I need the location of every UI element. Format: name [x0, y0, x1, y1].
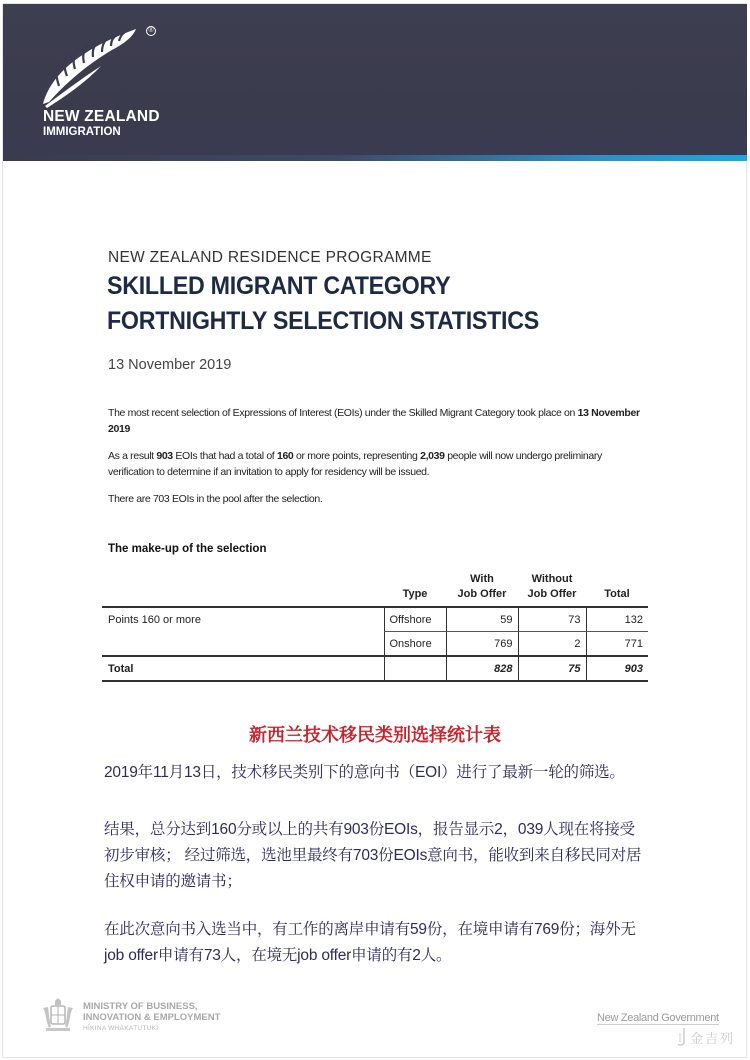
header-without-line2: Job Offer	[527, 588, 577, 600]
header-without-line1: Without	[531, 573, 573, 585]
mbie-line2: INNOVATION & EMPLOYMENT	[83, 1012, 221, 1023]
table-row	[102, 607, 648, 632]
result-text-2: EOIs that had a total of	[172, 450, 277, 462]
page-frame	[2, 3, 747, 1058]
cell-type: Onshore	[384, 632, 446, 657]
eoi-count: 903	[156, 450, 173, 462]
chinese-paragraph-2: 结果，总分达到160分或以上的共有903份EOIs，报告显示2，039人现在将接受初步审核； 经过筛选，选池里最终有703份EOIs意向书，能收到来自移民同对居住权申请的邀请书；	[104, 821, 642, 890]
cell-with: 59	[446, 607, 518, 632]
total-with: 828	[446, 656, 518, 681]
result-paragraph	[108, 448, 648, 480]
cell-without: 2	[518, 632, 586, 657]
coat-of-arms-icon	[40, 998, 76, 1034]
chinese-paragraph-3: 在此次意向书入选当中，有工作的离岸申请有59份，在境申请有769份；海外无job offer申请有73人，在境无job offer申请的有2人。	[104, 921, 636, 964]
header-blank	[102, 570, 384, 607]
chinese-title: 新西兰技术移民类别选择统计表	[249, 725, 501, 745]
cell-blank	[384, 656, 446, 681]
pool-paragraph: There are 703 EOIs in the pool after the selection.	[108, 493, 323, 505]
cell-with: 769	[446, 632, 518, 657]
mbie-line1: MINISTRY OF BUSINESS,	[83, 1001, 198, 1012]
cell-total: 771	[586, 632, 648, 657]
watermark: 金吉列	[690, 1031, 736, 1046]
logo-text-immigration: IMMIGRATION	[43, 126, 121, 138]
silver-fern-icon	[41, 24, 141, 109]
header-with-line1: With	[470, 573, 494, 585]
selection-table	[102, 570, 648, 682]
trademark-symbol: ®	[146, 26, 156, 36]
nz-government-logo: New Zealand Government	[597, 1012, 719, 1024]
document-date: 13 November 2019	[108, 357, 232, 373]
table-row	[102, 632, 648, 657]
table-title: The make-up of the selection	[108, 543, 267, 555]
table-total-row	[102, 656, 648, 681]
cell-blank	[102, 632, 384, 657]
people-count: 2,039	[420, 450, 445, 462]
intro-paragraph	[108, 405, 648, 437]
page-title-line2: FORTNIGHTLY SELECTION STATISTICS	[107, 307, 539, 335]
watermark-icon	[676, 1027, 688, 1047]
page-title-line1: SKILLED MIGRANT CATEGORY	[107, 272, 451, 300]
logo-text-new-zealand: NEW ZEALAND	[43, 108, 160, 125]
mbie-line3: HĪKINA WHAKATUTUKI	[83, 1025, 159, 1032]
cell-total: 132	[586, 607, 648, 632]
header-with-line2: Job Offer	[457, 588, 507, 600]
table-header-row	[102, 570, 648, 607]
row-group-label: Points 160 or more	[108, 613, 201, 626]
header-band	[3, 4, 747, 161]
total-without: 75	[518, 656, 586, 681]
programme-kicker: NEW ZEALAND RESIDENCE PROGRAMME	[108, 249, 432, 266]
chinese-paragraph-1: 2019年11月13日，技术移民类别下的意向书（EOI）进行了最新一轮的筛选。	[104, 764, 625, 781]
header-with-job-offer	[446, 570, 518, 607]
intro-text: The most recent selection of Expressions of Interest (EOIs) under the Skilled Migrant Category took place on	[108, 407, 578, 419]
intro-date: 13 November 2019	[108, 407, 640, 435]
total-label: Total	[108, 662, 134, 675]
cell-type: Offshore	[384, 607, 446, 632]
header-type: Type	[402, 588, 428, 600]
result-text-1: As a result	[108, 450, 157, 462]
total-total: 903	[586, 656, 648, 681]
points-threshold: 160	[276, 450, 294, 462]
header-stripe	[3, 155, 747, 161]
mbie-logo	[40, 998, 240, 1038]
result-text-3: or more points, representing	[293, 450, 421, 462]
result-text-4: people will now undergo preliminary verification to determine if an invitation to apply for residency will be issued.	[108, 450, 602, 478]
cell-without: 73	[518, 607, 586, 632]
header-total: Total	[604, 588, 630, 600]
header-without-job-offer	[518, 570, 586, 607]
